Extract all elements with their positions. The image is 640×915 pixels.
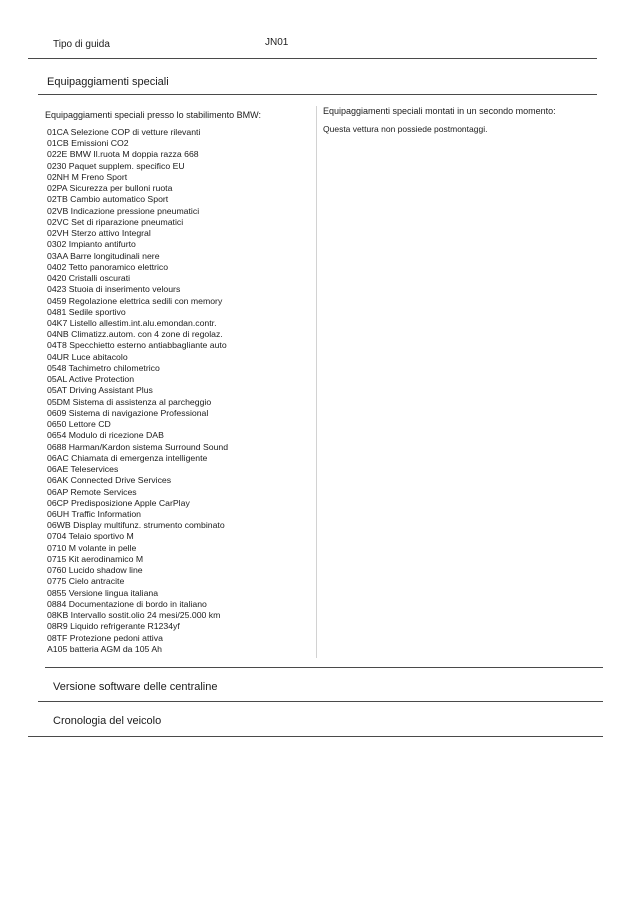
equipment-item: 05AL Active Protection (47, 374, 135, 385)
equipment-item: 0715 Kit aerodinamico M (47, 553, 144, 564)
equipment-item: 02VB Indicazione pressione pneumatici (47, 205, 200, 216)
equipment-item: 0688 Harman/Kardon sistema Surround Sound (47, 441, 229, 452)
equipment-item: 0704 Telaio sportivo M (47, 531, 134, 542)
equipment-item: 0481 Sedile sportivo (47, 306, 126, 317)
equipment-item: 06CP Predisposizione Apple CarPlay (47, 497, 190, 508)
equipment-item: 06AP Remote Services (47, 486, 137, 497)
equipment-item: 0420 Cristalli oscurati (47, 273, 131, 284)
equipment-item: 06AE Teleservices (47, 464, 119, 475)
equipment-item: 05AT Driving Assistant Plus (47, 385, 153, 396)
equipment-item: 02NH M Freno Sport (47, 171, 128, 182)
equipment-item: 06AC Chiamata di emergenza intelligente (47, 452, 208, 463)
equipment-item: 05DM Sistema di assistenza al parcheggio (47, 396, 212, 407)
equipment-item: 0402 Tetto panoramico elettrico (47, 261, 169, 272)
equipment-item: 02VH Sterzo attivo Integral (47, 228, 151, 239)
equipment-item: 0775 Cielo antracite (47, 576, 125, 587)
equipment-item: 06AK Connected Drive Services (47, 475, 172, 486)
equipment-item: 04NB Climatizz.autom. con 4 zone di regolaz. (47, 329, 223, 340)
equipment-item: 0654 Modulo di ricezione DAB (47, 430, 164, 441)
special-equipment-divider (38, 94, 597, 95)
column-separator (316, 106, 317, 658)
equipment-item: 0423 Stuoia di inserimento velours (47, 284, 181, 295)
drive-type-label: Tipo di guida (53, 39, 110, 50)
factory-equipment-heading: Equipaggiamenti speciali presso lo stabilimento BMW: (45, 110, 261, 120)
equipment-item: 0302 Impianto antifurto (47, 239, 136, 250)
equipment-item: 0230 Paquet supplem. specifico EU (47, 160, 185, 171)
software-top-divider (45, 667, 603, 668)
equipment-item: 0548 Tachimetro chilometrico (47, 362, 160, 373)
equipment-item: 0760 Lucido shadow line (47, 565, 143, 576)
equipment-item: 02TB Cambio automatico Sport (47, 194, 169, 205)
equipment-item: 0710 M volante in pelle (47, 542, 137, 553)
equipment-item: 01CB Emissioni CO2 (47, 138, 129, 149)
equipment-item: 0609 Sistema di navigazione Professional (47, 407, 209, 418)
factory-equipment-list (47, 127, 228, 655)
equipment-item: 0884 Documentazione di bordo in italiano (47, 598, 207, 609)
equipment-item: 0650 Lettore CD (47, 419, 111, 430)
software-divider (38, 701, 603, 702)
equipment-item: A105 batteria AGM da 105 Ah (47, 643, 162, 654)
equipment-item: 0459 Regolazione elettrica sedili con memory (47, 295, 223, 306)
equipment-item: 02VC Set di riparazione pneumatici (47, 216, 184, 227)
equipment-item: 01CA Selezione COP di vetture rilevanti (47, 127, 201, 137)
history-section-title: Cronologia del veicolo (53, 715, 162, 727)
retrofit-note: Questa vettura non possiede postmontaggi. (323, 124, 488, 134)
special-equipment-title: Equipaggiamenti speciali (47, 76, 169, 88)
equipment-item: 04K7 Listello allestim.int.alu.emondan.contr. (47, 317, 217, 328)
equipment-item: 08R9 Liquido refrigerante R1234yf (47, 621, 180, 632)
equipment-item: 08TF Protezione pedoni attiva (47, 632, 163, 643)
history-divider (28, 736, 603, 737)
equipment-item: 02PA Sicurezza per bulloni ruota (47, 183, 173, 194)
equipment-item: 022E BMW Il.ruota M doppia razza 668 (47, 149, 199, 160)
drive-type-value: JN01 (265, 37, 289, 48)
equipment-item: 06UH Traffic Information (47, 508, 141, 519)
equipment-item: 0855 Versione lingua italiana (47, 587, 159, 598)
equipment-item: 08KB Intervallo sostit.olio 24 mesi/25.000 km (47, 610, 221, 621)
equipment-item: 03AA Barre longitudinali nere (47, 250, 160, 261)
equipment-item: 04T8 Specchietto esterno antiabbagliante auto (47, 340, 227, 351)
equipment-item: 06WB Display multifunz. strumento combinato (47, 520, 225, 531)
equipment-item: 04UR Luce abitacolo (47, 351, 128, 362)
retrofit-equipment-heading: Equipaggiamenti speciali montati in un secondo momento: (323, 106, 556, 116)
software-section-title: Versione software delle centraline (53, 681, 218, 693)
header-divider (28, 58, 597, 59)
